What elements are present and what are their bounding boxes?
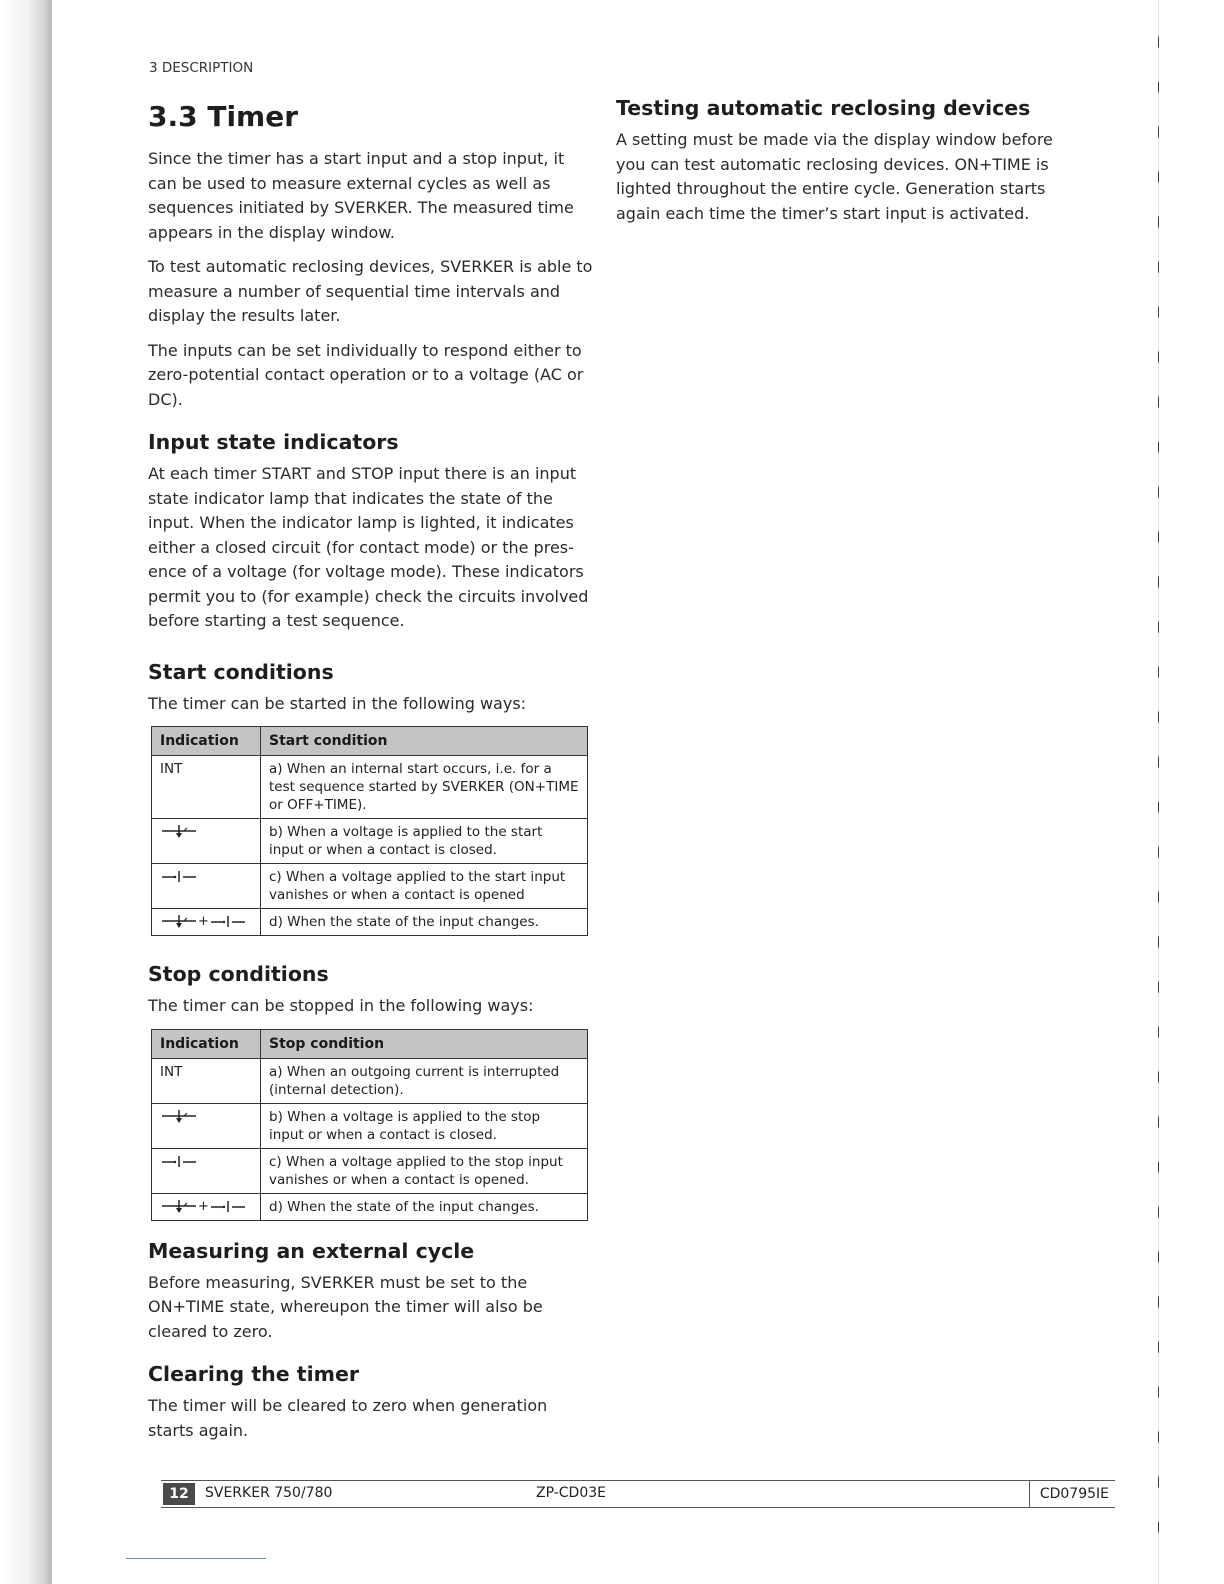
scan-artifact-line [126,1558,266,1559]
indication-cell [152,1148,261,1193]
indication-cell [152,1058,261,1103]
start-conditions-table [151,726,588,936]
testing-text: A setting must be made via the display window before you can test automatic reclosing devices. ON+TIME is lighted throughout the entire cycle. Generation starts again each time the timer’s start input is activated. [616,130,1053,223]
measuring-heading: Measuring an external cycle [148,1238,475,1263]
indication-text: INT [160,761,183,777]
page-title: 3.3 Timer [148,100,299,133]
document-page [53,0,1158,1584]
start-table-body [152,756,588,936]
right-column [616,96,1066,236]
table-header-condition: Start condition [261,727,588,756]
left-column [148,100,593,1453]
indication-cell [152,1193,261,1220]
section-label: 3 DESCRIPTION [149,60,254,76]
footer-ref: CD0795IE [1029,1481,1115,1507]
open-contact-icon [209,914,247,930]
plus-sign: + [198,914,209,929]
table-header-indication: Indication [152,1029,261,1058]
indication-cell [152,819,261,864]
input-state-text: At each timer START and STOP input there is an input state indicator lamp that indicates the state of the input. When the indicator lamp is lighted, it indicates either a closed circuit (for contact mode) or the pres-ence of a voltage (for voltage mode). These indicators permit you to (for example) check the circuits involved before starting a test sequence. [148,464,589,630]
closed-contact-icon [160,1109,198,1125]
stop-conditions-heading: Stop conditions [148,962,329,986]
table-row [152,1103,588,1148]
condition-cell: c) When a voltage applied to the start input vanishes or when a contact is opened [261,864,588,909]
table-row [152,864,588,909]
stop-conditions-table [151,1029,588,1221]
indication-cell [152,1103,261,1148]
intro-paragraph-3: The inputs can be set individually to respond either to zero-potential contact operation or to a voltage (AC or DC). [148,340,584,409]
scan-shadow-left [0,0,52,1584]
page-number: 12 [163,1483,195,1505]
table-row [152,756,588,819]
stop-table-body [152,1058,588,1220]
table-row [152,909,588,936]
binding-margin [1158,0,1224,1584]
table-row [152,1058,588,1103]
table-row [152,819,588,864]
closed-contact-icon [160,1199,198,1215]
condition-cell: b) When a voltage is applied to the start input or when a contact is closed. [261,819,588,864]
closed-contact-icon [160,824,198,840]
page-footer [161,1480,1115,1508]
condition-cell: b) When a voltage is applied to the stop input or when a contact is closed. [261,1103,588,1148]
table-row [152,1148,588,1193]
measuring-text: Before measuring, SVERKER must be set to the ON+TIME state, whereupon the timer will also be cleared to zero. [148,1272,543,1341]
clearing-text: The timer will be cleared to zero when generation starts again. [148,1396,548,1440]
condition-cell: a) When an internal start occurs, i.e. for a test sequence started by SVERKER (ON+TIME or OFF+TIME). [261,756,588,819]
plus-sign: + [198,1198,209,1214]
table-header-indication: Indication [152,727,261,756]
testing-heading: Testing automatic reclosing devices [616,96,1031,120]
condition-cell: c) When a voltage applied to the stop input vanishes or when a contact is opened. [261,1148,588,1193]
footer-doc-code: ZP-CD03E [536,1485,606,1501]
condition-cell: d) When the state of the input changes. [261,909,588,936]
stop-conditions-text: The timer can be stopped in the following ways: [148,996,534,1015]
open-contact-icon [160,1154,198,1170]
clearing-heading: Clearing the timer [148,1362,359,1386]
closed-contact-icon [160,914,198,930]
open-contact-icon [160,869,198,885]
start-conditions-heading: Start conditions [148,659,334,684]
intro-paragraph-1: Since the timer has a start input and a stop input, it can be used to measure external cycles as well as sequences initiated by SVERKER. The measured time appears in the display window. [148,149,574,242]
indication-cell [152,909,261,936]
table-header-condition: Stop condition [261,1029,588,1058]
indication-text: INT [160,1063,183,1080]
condition-cell: d) When the state of the input changes. [261,1193,588,1220]
footer-product: SVERKER 750/780 [205,1485,333,1501]
intro-paragraph-2: To test automatic reclosing devices, SVERKER is able to measure a number of sequential time intervals and display the results later. [148,257,593,325]
table-row [152,1193,588,1220]
indication-cell [152,756,261,819]
start-conditions-text: The timer can be started in the following ways: [148,693,527,713]
open-contact-icon [209,1199,247,1215]
condition-cell: a) When an outgoing current is interrupted (internal detection). [261,1058,588,1103]
input-state-heading: Input state indicators [148,430,399,454]
indication-cell [152,864,261,909]
